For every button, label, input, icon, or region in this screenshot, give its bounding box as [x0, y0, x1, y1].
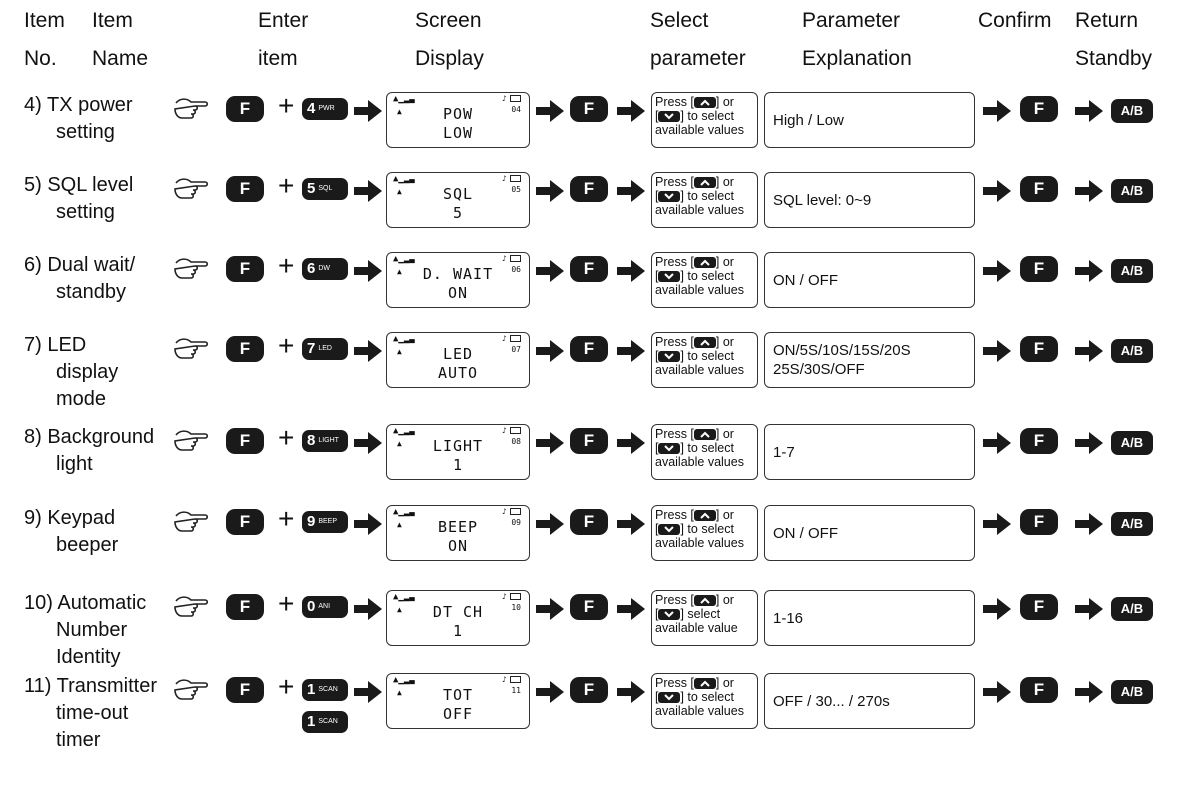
header-select-parameter: Select parameter — [650, 9, 746, 70]
up-key-icon[interactable] — [694, 595, 716, 606]
down-key-icon[interactable] — [658, 443, 680, 454]
right-arrow-icon — [536, 432, 564, 454]
down-key-icon[interactable] — [658, 111, 680, 122]
right-arrow-icon — [617, 100, 645, 122]
bell-icon: ♪ — [502, 334, 507, 343]
up-key-icon[interactable] — [694, 257, 716, 268]
parameter-explanation-box: SQL level: 0~9 — [764, 172, 975, 228]
right-arrow-icon — [536, 100, 564, 122]
bell-icon: ♪ — [502, 507, 507, 516]
select-parameter-box: Press [ ] or [ ] to select available values — [651, 332, 758, 388]
plus-sign: + — [278, 503, 295, 534]
right-arrow-icon — [354, 260, 382, 282]
hand-pointing-icon — [173, 174, 209, 202]
plus-sign: + — [278, 422, 295, 453]
right-arrow-icon — [1075, 432, 1103, 454]
ab-key[interactable]: A/B — [1111, 680, 1153, 704]
right-arrow-icon — [983, 681, 1011, 703]
channel-indicator-icon: ▲ — [397, 520, 402, 529]
f-key[interactable]: F — [1020, 594, 1058, 620]
right-arrow-icon — [354, 598, 382, 620]
hand-pointing-icon — [173, 592, 209, 620]
plus-sign: + — [278, 671, 295, 702]
menu-row — [0, 424, 1200, 494]
right-arrow-icon — [354, 513, 382, 535]
number-key[interactable]: 6 DW — [302, 258, 348, 280]
up-key-icon[interactable] — [694, 678, 716, 689]
parameter-explanation-box: ON/5S/10S/15S/20S 25S/30S/OFF — [764, 332, 975, 388]
ab-key[interactable]: A/B — [1111, 259, 1153, 283]
down-key-icon[interactable] — [658, 271, 680, 282]
number-key[interactable]: 7 LED — [302, 338, 348, 360]
up-key-icon[interactable] — [694, 337, 716, 348]
down-key-icon[interactable] — [658, 692, 680, 703]
item-name: 10) Automatic Number Identity — [24, 592, 147, 668]
signal-icon: ▲▁▂▃ — [393, 675, 415, 685]
hand-pointing-icon — [173, 254, 209, 282]
channel-indicator-icon: ▲ — [397, 267, 402, 276]
item-name: 7) LED display mode — [24, 334, 119, 410]
right-arrow-icon — [617, 180, 645, 202]
down-key-icon[interactable] — [658, 351, 680, 362]
battery-icon — [510, 593, 521, 600]
right-arrow-icon — [536, 598, 564, 620]
channel-indicator-icon: ▲ — [397, 107, 402, 116]
ab-key[interactable]: A/B — [1111, 512, 1153, 536]
f-key[interactable]: F — [570, 336, 608, 362]
f-key[interactable]: F — [226, 256, 264, 282]
right-arrow-icon — [983, 100, 1011, 122]
f-key[interactable]: F — [570, 594, 608, 620]
lcd-screen: ▲▁▂▃ ▲ ♪ 05 SQL 5 — [386, 172, 530, 228]
battery-icon — [510, 335, 521, 342]
f-key[interactable]: F — [226, 677, 264, 703]
right-arrow-icon — [617, 598, 645, 620]
lcd-screen: ▲▁▂▃ ▲ ♪ 07 LED AUTO — [386, 332, 530, 388]
right-arrow-icon — [536, 340, 564, 362]
f-key[interactable]: F — [226, 176, 264, 202]
right-arrow-icon — [983, 340, 1011, 362]
right-arrow-icon — [536, 681, 564, 703]
menu-row — [0, 671, 1200, 751]
battery-icon — [510, 175, 521, 182]
select-parameter-box: Press [ ] or [ ] to select available values — [651, 92, 758, 148]
up-key-icon[interactable] — [694, 510, 716, 521]
right-arrow-icon — [1075, 340, 1103, 362]
select-parameter-box: Press [ ] or [ ] to select available values — [651, 172, 758, 228]
right-arrow-icon — [354, 432, 382, 454]
lcd-screen: ▲▁▂▃ ▲ ♪ 09 BEEP ON — [386, 505, 530, 561]
parameter-explanation-box: 1-7 — [764, 424, 975, 480]
battery-icon — [510, 508, 521, 515]
f-key[interactable]: F — [1020, 336, 1058, 362]
number-key[interactable]: 9 BEEP — [302, 511, 348, 533]
number-key[interactable]: 0 ANI — [302, 596, 348, 618]
item-name: 6) Dual wait/ standby — [24, 254, 136, 303]
ab-key[interactable]: A/B — [1111, 339, 1153, 363]
bell-icon: ♪ — [502, 254, 507, 263]
f-key[interactable]: F — [1020, 428, 1058, 454]
down-key-icon[interactable] — [658, 609, 680, 620]
header-enter-item: Enter item — [258, 9, 309, 70]
right-arrow-icon — [354, 180, 382, 202]
f-key[interactable]: F — [1020, 176, 1058, 202]
header-item-no: Item No. — [24, 9, 65, 70]
f-key[interactable]: F — [1020, 677, 1058, 703]
lcd-screen: ▲▁▂▃ ▲ ♪ 06 D. WAIT ON — [386, 252, 530, 308]
signal-icon: ▲▁▂▃ — [393, 592, 415, 602]
menu-row — [0, 92, 1200, 162]
header-parameter-explanation: Parameter Explanation — [802, 9, 912, 70]
signal-icon: ▲▁▂▃ — [393, 174, 415, 184]
right-arrow-icon — [617, 340, 645, 362]
parameter-explanation-box: High / Low — [764, 92, 975, 148]
plus-sign: + — [278, 588, 295, 619]
bell-icon: ♪ — [502, 592, 507, 601]
plus-sign: + — [278, 90, 295, 121]
f-key[interactable]: F — [1020, 96, 1058, 122]
lcd-screen: ▲▁▂▃ ▲ ♪ 04 POW LOW — [386, 92, 530, 148]
right-arrow-icon — [983, 180, 1011, 202]
number-key[interactable]: 1 SCAN — [302, 679, 348, 701]
parameter-explanation-box: 1-16 — [764, 590, 975, 646]
menu-row — [0, 330, 1200, 410]
right-arrow-icon — [1075, 180, 1103, 202]
signal-icon: ▲▁▂▃ — [393, 94, 415, 104]
f-key[interactable]: F — [570, 256, 608, 282]
f-key[interactable]: F — [570, 428, 608, 454]
channel-indicator-icon: ▲ — [397, 439, 402, 448]
f-key[interactable]: F — [570, 96, 608, 122]
up-key-icon[interactable] — [694, 177, 716, 188]
parameter-explanation-box: OFF / 30... / 270s — [764, 673, 975, 729]
menu-row — [0, 172, 1200, 242]
right-arrow-icon — [617, 260, 645, 282]
header-item-name: Item Name — [92, 9, 149, 70]
item-name: 5) SQL level setting — [24, 174, 134, 223]
ab-key[interactable]: A/B — [1111, 431, 1153, 455]
select-parameter-box: Press [ ] or [ ] select available value — [651, 590, 758, 646]
lcd-screen: ▲▁▂▃ ▲ ♪ 11 TOT OFF — [386, 673, 530, 729]
signal-icon: ▲▁▂▃ — [393, 426, 415, 436]
menu-row — [0, 588, 1200, 668]
right-arrow-icon — [983, 260, 1011, 282]
right-arrow-icon — [354, 100, 382, 122]
right-arrow-icon — [983, 513, 1011, 535]
number-key[interactable]: 4 PWR — [302, 98, 348, 120]
lcd-screen: ▲▁▂▃ ▲ ♪ 08 LIGHT 1 — [386, 424, 530, 480]
number-key-second[interactable]: 1 SCAN — [302, 711, 348, 733]
hand-pointing-icon — [173, 94, 209, 122]
number-key[interactable]: 8 LIGHT — [302, 430, 348, 452]
ab-key[interactable]: A/B — [1111, 597, 1153, 621]
item-name: 9) Keypad beeper — [24, 507, 119, 556]
number-key[interactable]: 5 SQL — [302, 178, 348, 200]
battery-icon — [510, 255, 521, 262]
select-parameter-box: Press [ ] or [ ] to select available values — [651, 673, 758, 729]
right-arrow-icon — [536, 180, 564, 202]
header-confirm: Confirm — [978, 9, 1052, 32]
right-arrow-icon — [536, 260, 564, 282]
item-name: 4) TX power setting — [24, 94, 133, 143]
down-key-icon[interactable] — [658, 524, 680, 535]
right-arrow-icon — [1075, 681, 1103, 703]
f-key[interactable]: F — [226, 428, 264, 454]
ab-key[interactable]: A/B — [1111, 99, 1153, 123]
header-screen-display: Screen Display — [415, 9, 484, 70]
bell-icon: ♪ — [502, 675, 507, 684]
f-key[interactable]: F — [226, 96, 264, 122]
signal-icon: ▲▁▂▃ — [393, 507, 415, 517]
bell-icon: ♪ — [502, 426, 507, 435]
lcd-screen: ▲▁▂▃ ▲ ♪ 10 DT CH 1 — [386, 590, 530, 646]
right-arrow-icon — [983, 598, 1011, 620]
channel-indicator-icon: ▲ — [397, 605, 402, 614]
item-name: 11) Transmitter time-out timer — [24, 675, 157, 751]
menu-row — [0, 505, 1200, 575]
f-key[interactable]: F — [570, 509, 608, 535]
right-arrow-icon — [1075, 100, 1103, 122]
parameter-explanation-box: ON / OFF — [764, 505, 975, 561]
right-arrow-icon — [536, 513, 564, 535]
f-key[interactable]: F — [570, 176, 608, 202]
plus-sign: + — [278, 250, 295, 281]
right-arrow-icon — [1075, 598, 1103, 620]
right-arrow-icon — [617, 432, 645, 454]
f-key[interactable]: F — [1020, 256, 1058, 282]
signal-icon: ▲▁▂▃ — [393, 334, 415, 344]
plus-sign: + — [278, 170, 295, 201]
f-key[interactable]: F — [226, 594, 264, 620]
battery-icon — [510, 676, 521, 683]
select-parameter-box: Press [ ] or [ ] to select available values — [651, 505, 758, 561]
right-arrow-icon — [617, 681, 645, 703]
right-arrow-icon — [983, 432, 1011, 454]
battery-icon — [510, 95, 521, 102]
right-arrow-icon — [354, 340, 382, 362]
hand-pointing-icon — [173, 334, 209, 362]
hand-pointing-icon — [173, 507, 209, 535]
plus-sign: + — [278, 330, 295, 361]
select-parameter-box: Press [ ] or [ ] to select available values — [651, 252, 758, 308]
bell-icon: ♪ — [502, 94, 507, 103]
up-key-icon[interactable] — [694, 97, 716, 108]
menu-row — [0, 252, 1200, 322]
right-arrow-icon — [617, 513, 645, 535]
hand-pointing-icon — [173, 426, 209, 454]
bell-icon: ♪ — [502, 174, 507, 183]
battery-icon — [510, 427, 521, 434]
f-key[interactable]: F — [570, 677, 608, 703]
channel-indicator-icon: ▲ — [397, 688, 402, 697]
header-return-standby: Return Standby — [1075, 9, 1153, 70]
channel-indicator-icon: ▲ — [397, 347, 402, 356]
right-arrow-icon — [1075, 513, 1103, 535]
right-arrow-icon — [1075, 260, 1103, 282]
ab-key[interactable]: A/B — [1111, 179, 1153, 203]
channel-indicator-icon: ▲ — [397, 187, 402, 196]
f-key[interactable]: F — [226, 509, 264, 535]
select-parameter-box: Press [ ] or [ ] to select available values — [651, 424, 758, 480]
f-key[interactable]: F — [226, 336, 264, 362]
hand-pointing-icon — [173, 675, 209, 703]
f-key[interactable]: F — [1020, 509, 1058, 535]
parameter-explanation-box: ON / OFF — [764, 252, 975, 308]
up-key-icon[interactable] — [694, 429, 716, 440]
down-key-icon[interactable] — [658, 191, 680, 202]
item-name: 8) Background light — [24, 426, 155, 475]
right-arrow-icon — [354, 681, 382, 703]
signal-icon: ▲▁▂▃ — [393, 254, 415, 264]
